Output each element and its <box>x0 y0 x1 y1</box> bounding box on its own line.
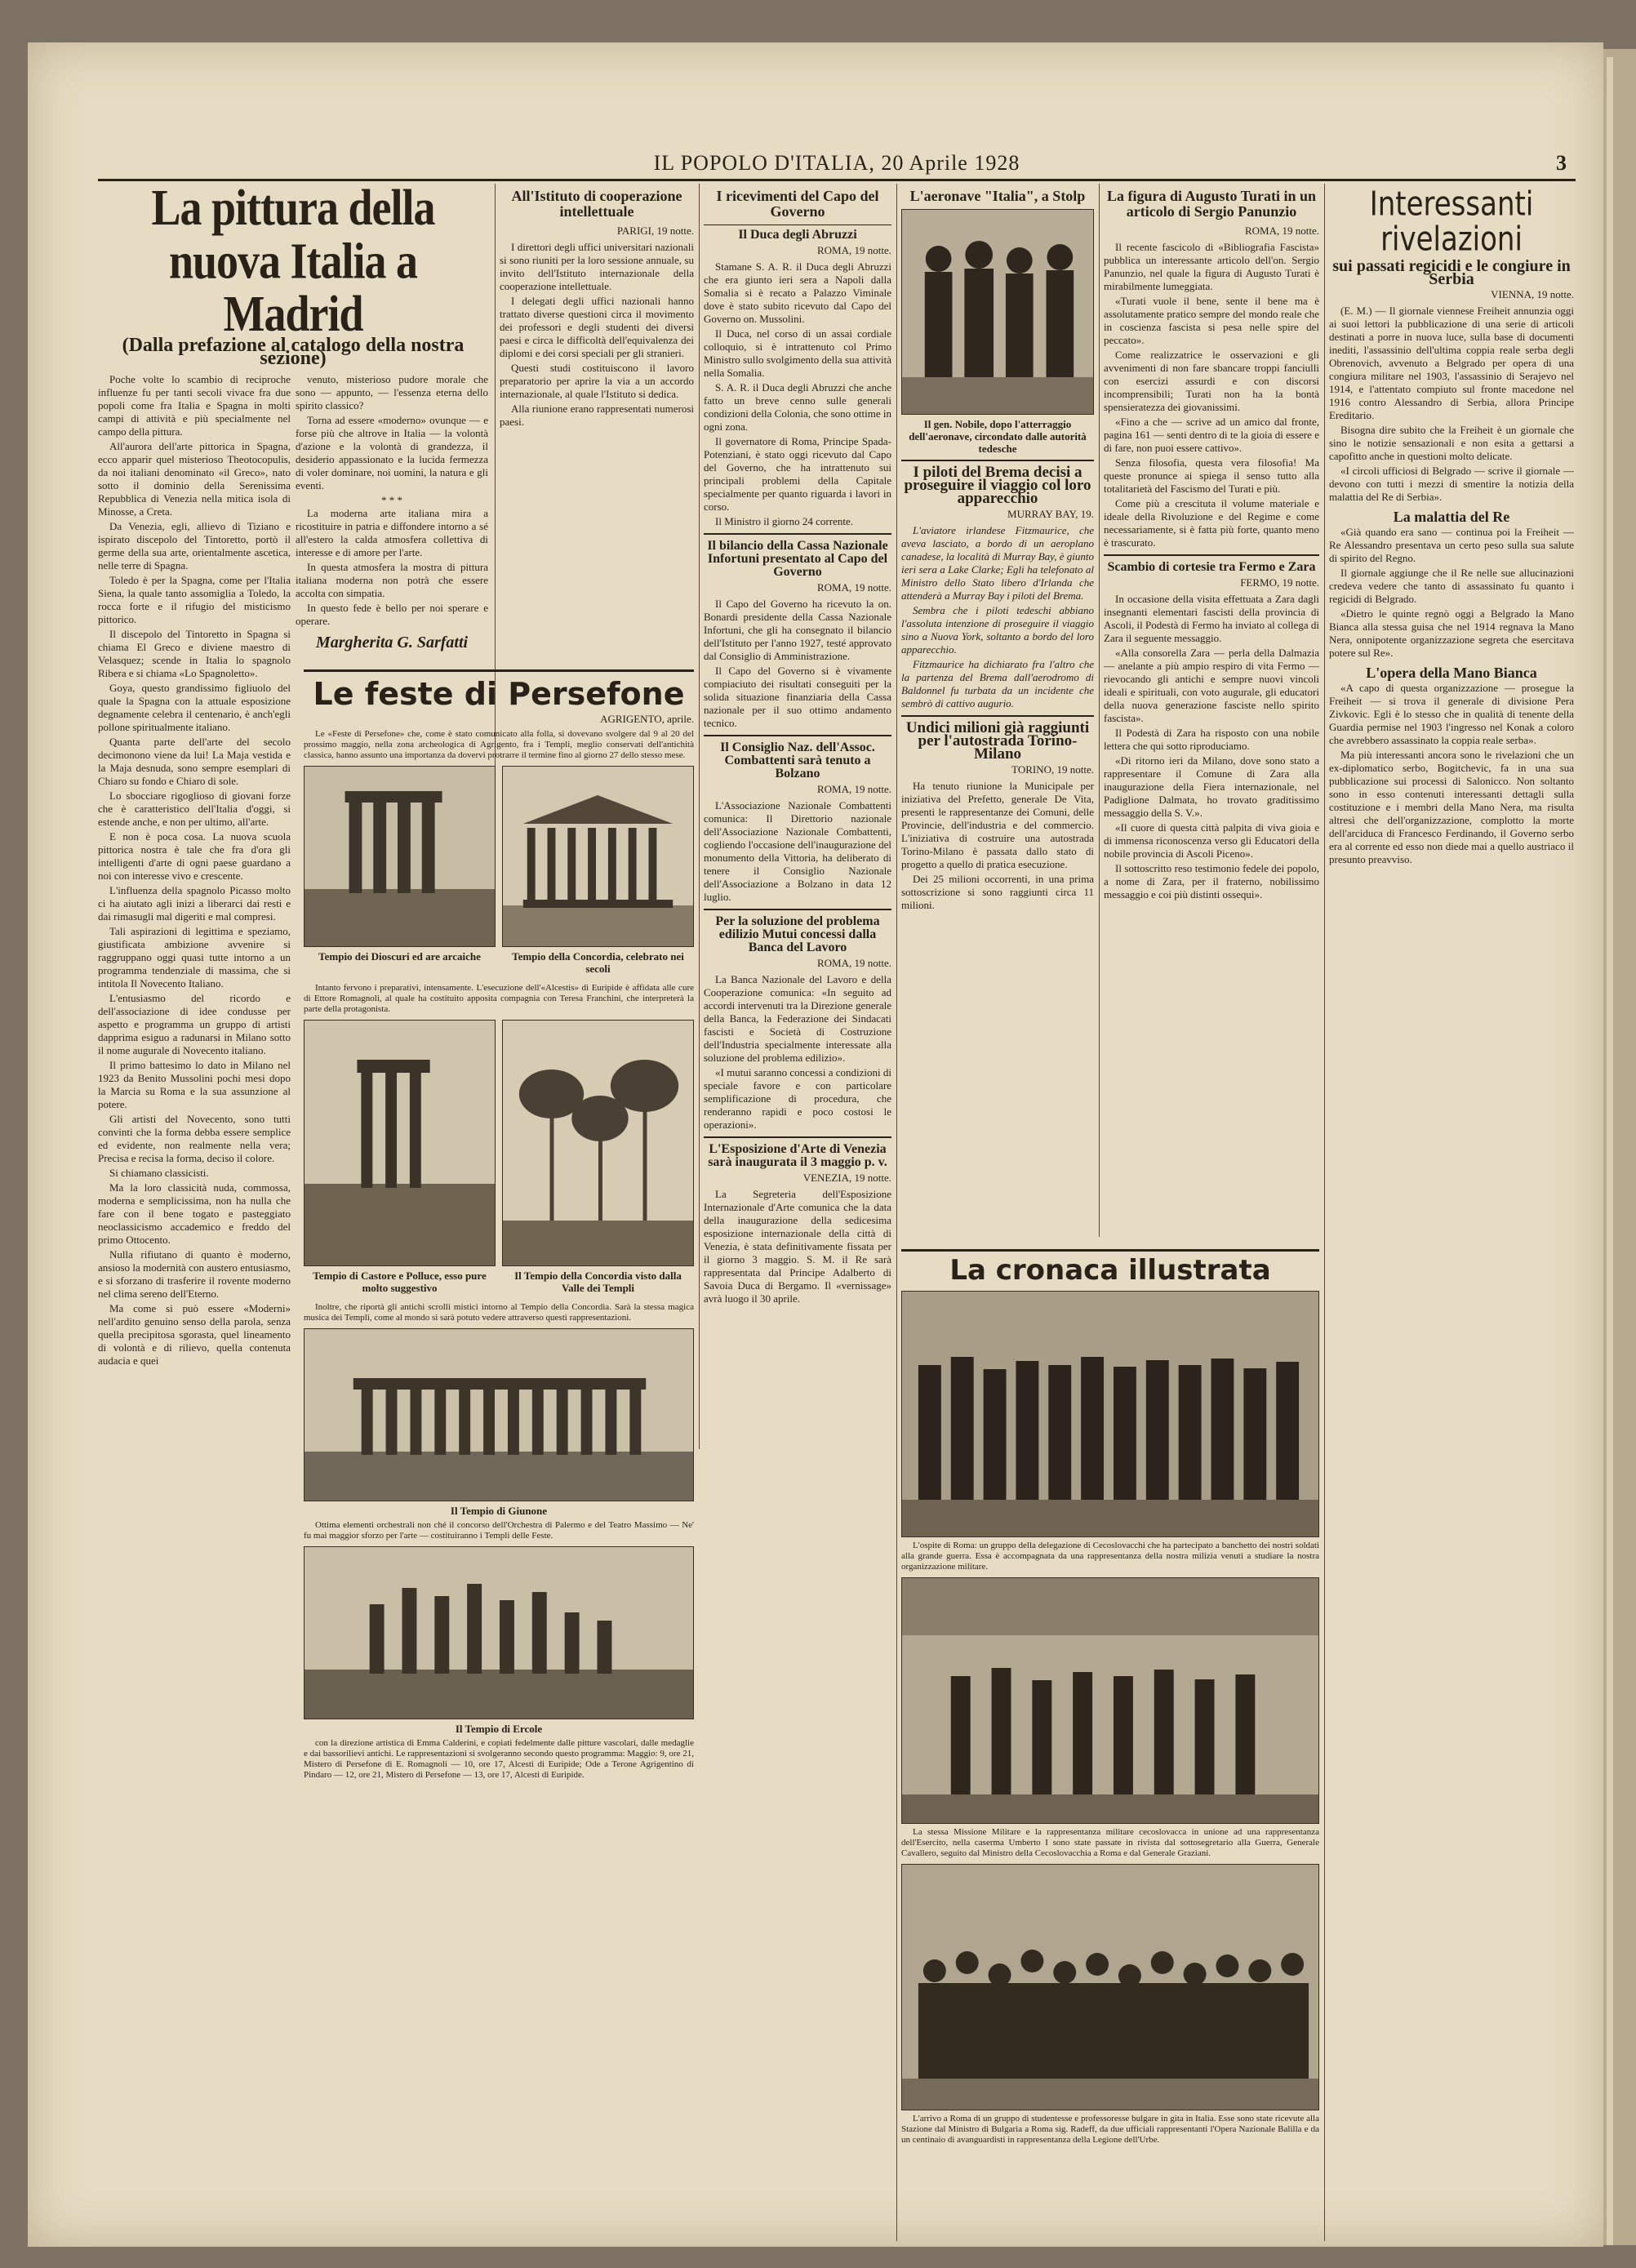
caption: Tempio dei Dioscuri ed are arcaiche <box>318 949 481 963</box>
paragraph: La moderna arte italiana mira a ricostituire in patria e diffondere intorno a sé all'estero la calda atmosfera collettiva di interesse e di amore per l'arte. <box>296 507 488 559</box>
headline-rivelazioni: Interessanti rivelazioni <box>1369 185 1534 260</box>
dateline: TORINO, 19 notte. <box>1011 763 1094 776</box>
paragraph: Bisogna dire subito che la Freiheit è un giornale che sino le notizie sensazionali e non esita a gettarsi a capofitto anche in questioni molto delicate. <box>1329 424 1574 463</box>
photo-tempio-concordia <box>502 766 694 947</box>
paragraph: Lo sbocciare rigoglioso di giovani forze che è caratteristico dell'Italia d'oggi, si estende anche, e non per ultimo, all'arte. <box>98 789 291 829</box>
paragraph: Alla riunione erano rappresentati numerosi paesi. <box>500 402 694 428</box>
caption: Il gen. Nobile, dopo l'atterraggio dell'aeronave, circondato dalle autorità tedesche <box>909 417 1087 455</box>
article-cooperazione <box>500 184 694 657</box>
paragraph: «Dietro le quinte regnò oggi a Belgrado la Mano Bianca alla stessa guisa che nel 1914 regnava la Mano Nera, onnipotente organizzazione segreta che esercitava potere sul Re». <box>1329 607 1574 660</box>
paragraph: L'entusiasmo del ricordo e dell'associazione di idee condusse per aspetto e programma un gruppo di artisti dapprima esiguo a radunarsi in Milano sotto il nome augurale di Novecento italiano. <box>98 992 291 1057</box>
photo-missione-militare <box>901 1577 1319 1824</box>
headline-aeronave: L'aeronave "Italia", a Stolp <box>909 188 1086 204</box>
subhead: Il bilancio della Cassa Nazionale Infortuni presentato al Capo del Governo <box>707 538 888 579</box>
separator <box>1104 554 1319 556</box>
photo-row-2 <box>304 1020 694 1297</box>
paragraph: Da Venezia, egli, allievo di Tiziano e ispirato discepolo del Tintoretto, portò il germe della sua arte, orientalmente ascetica, nelle terre di Spagna. <box>98 520 291 572</box>
page-stack-edge-light <box>1607 57 1613 2245</box>
paragraph: E non è poca cosa. La nuova scuola pittorica nostra è tale che fra d'ora gli intelligenti d'arte di ogni paese guardano a noi con interesse vivo e crescente. <box>98 830 291 883</box>
paragraph: Nulla rifiutano di quanto è moderno, ansioso la modernità con austero entusiasmo, e si sforzano di trasferire il rovente moderno nel clima sereno dell'Eterno. <box>98 1248 291 1301</box>
dateline: PARIGI, 19 notte. <box>616 224 694 237</box>
dateline: ROMA, 19 notte. <box>817 580 891 594</box>
paragraph: Il giornale aggiunge che il Re nelle sue allucinazioni credeva vedere che tanto di assassinato fu quanto i regicidi di Belgrado. <box>1329 567 1574 606</box>
masthead <box>98 151 1576 181</box>
paragraph: Ha tenuto riunione la Municipale per iniziativa del Prefetto, generale De Vita, presenti le rappresentanze dei Comuni, delle Provincie, dell'industria e del commercio. L'iniziativa di costruire una autostrada Torino-Milano è passata dallo stato di progetto a quello di pratica esecuzione. <box>901 779 1094 870</box>
paragraph: «Di ritorno ieri da Milano, dove sono stato a rappresentare il Comune di Zara alla inaugurazione della Fiera internazionale, nel Padiglione Dalmata, ho trovato graditissimo messaggio della S. V.». <box>1104 754 1319 819</box>
paragraph: I delegati degli uffici nazionali hanno trattato diverse questioni circa il movimento dei professori e degli studenti dei diversi paesi e circa le difficoltà dell'equivalenza dei diplomi e dei corsi speciali per gli stranieri. <box>500 294 694 359</box>
paragraph: «Il cuore di questa città palpita di viva gioia e di immensa riconoscenza verso gli Educatori della nobile provincia di Ascoli Piceno». <box>1104 820 1319 860</box>
dateline: ROMA, 19 notte. <box>817 782 891 795</box>
page-number: 3 <box>1556 151 1567 175</box>
paragraph: Il Ministro il giorno 24 corrente. <box>715 514 853 527</box>
caption: Il Tempio della Concordia visto dalla Valle dei Templi <box>514 1269 682 1294</box>
headline-feste: Le feste di Persefone <box>313 676 685 712</box>
article-rivelazioni <box>1329 184 1574 2245</box>
paragraph: Senza filosofia, questa vera filosofia! Ma queste pronunce ai spiega il senso tutto alla totalitarietà del Fascismo del Turati e più. <box>1104 456 1319 495</box>
paragraph: Il Podestà di Zara ha risposto con una nobile lettera che qui sotto riproduciamo. <box>1104 726 1319 752</box>
caption: Tempio della Concordia, celebrato nei secoli <box>512 949 684 975</box>
section-cronaca-illustrata <box>901 1249 1319 2252</box>
paragraph: Come realizzatrice le osservazioni e gli avvenimenti di non fare sbancare troppi fanciulli con esercizi assurdi e con discorsi incomprensibili; Turati non ha la bontà spensieratezza dei giovanissimi. <box>1104 348 1319 413</box>
subhead: L'opera della Mano Bianca <box>1366 665 1537 682</box>
photo-block <box>502 766 694 978</box>
column-rule <box>896 184 897 2241</box>
photo-gen-nobile <box>901 209 1094 415</box>
paragraph: In occasione della visita effettuata a Zara dagli insegnanti elementari fascisti della provincia di Ascoli, il Podestà di Fermo ha inviato al collega di Zara il seguente messaggio. <box>1104 592 1319 644</box>
paragraph: In questo fede è bello per noi sperare e operare. <box>296 602 488 628</box>
paragraph: (E. M.) — Il giornale viennese Freiheit annunzia oggi ai suoi lettori la pubblicazione di una serie di articoli destinati a porre in nuova luce, sulla base di documenti inediti, l'assassinio dell'ultima coppia reale serba degli Obrenovich, avvenuto a Belgrado per opera di una congiura militare nel 1903, l'assassinio di Serajevo nel 1914, e l'attentato compiuto sul fronte macedone nel 1916 contro Alessandro di Serbia, allora Principe Ereditario. <box>1329 305 1574 422</box>
article-ricevimenti <box>704 184 891 2245</box>
paragraph: Il discepolo del Tintoretto in Spagna si chiama El Greco e diviene maestro di Velasquez; scende in Italia lo spagnolo Ribera e si chiama «Lo Spagnoletto». <box>98 628 291 680</box>
subhead: sui passati regicidi e le congiure in Serbia <box>1332 257 1571 289</box>
paragraph: Toledo è per la Spagna, come per l'Italia Siena, la quale tanto assomiglia a Toledo, la rocca forte e il rifugio del misticismo pittorico. <box>98 574 291 626</box>
caption: Tempio di Castore e Polluce, esso pure molto suggestivo <box>313 1269 487 1294</box>
paragraph: Il primo battesimo lo dato in Milano nel 1923 da Benito Mussolini pochi mesi dopo la Marcia su Roma e la sua assunzione al potere. <box>98 1059 291 1111</box>
signature-sarfatti: Margherita G. Sarfatti <box>315 634 469 652</box>
separator <box>704 533 891 535</box>
photo-block <box>304 766 496 978</box>
caption: Il Tempio di Ercole <box>455 1722 543 1735</box>
paragraph: Ma più interessanti ancora sono le rivelazioni che un ex-diplomatico serbo, Bogitchevic, fa in una sua pubblicazione sui processi di Salonicco. Non soltanto sono in esso contenuti interessanti dettagli sulla costituzione e i membri della Mano Nera, ma risulta altresì che dell'organizzazione, complotto la morte dell'arciduca di Francesco Ferdinando, il Governo serbo era al corrente ed esso non diede mai a quello austriaco il presunto preavviso. <box>1329 749 1574 866</box>
headline-ricevimenti: I ricevimenti del Capo del Governo <box>716 188 879 220</box>
paragraph: Gli artisti del Novecento, sono tutti convinti che la forma debba essere semplice ed evidente, non realmente nella vera; Precisa e recisa la forma, deciso il colore. <box>98 1113 291 1165</box>
subhead: Undici milioni già raggiunti per l'autostrada Torino-Milano <box>905 718 1090 763</box>
dateline: VENEZIA, 19 notte. <box>802 1171 891 1184</box>
headline-pittura: La pittura della nuova Italia a Madrid <box>151 184 435 343</box>
pittura-text-left <box>98 373 291 1369</box>
headline-cronaca: La cronaca illustrata <box>949 1254 1271 1287</box>
article-turati <box>1104 184 1319 1241</box>
paragraph: Il Capo del Governo si è vivamente compiaciuto dei risultati conseguiti per la solida situazione finanziaria della Cassa nazionale per il suo ottimo andamento tecnico. <box>704 664 891 729</box>
paragraph: «Turati vuole il bene, sente il bene ma è assolutamente pratico sempre del mondo reale che in coscienza fascista si pesa nelle spire del peccato». <box>1104 294 1319 346</box>
photo-row-1 <box>304 766 694 978</box>
paragraph: Torna ad essere «moderno» ovunque — e forse più che altrove in Italia — la volontà d'azione e la volontà di grandezza, il desiderio appassionato e la lucida fermezza di voler dominare, noi uomini, la natura e gli eventi. <box>296 414 488 492</box>
subhead: La malattia del Re <box>1393 509 1510 526</box>
pittura-text-right <box>296 373 488 657</box>
separator <box>901 460 1094 461</box>
paragraph: Questi studi costituiscono il lavoro preparatorio per aprire la via a un accordo internazionale, al quale l'Istituto si dedica. <box>500 361 694 400</box>
paragraph: Si chiamano classicisti. <box>109 1167 209 1180</box>
bottom-text: con la direzione artistica di Emma Calderini, e copiati fedelmente dalle pitture vascolari, dalle medaglie e dai bassorilievi antichi. Le rappresentazioni si svolgeranno secondo questo programma: Maggio: 9, ore 21, Mistero di Persefone di E. Romagnoli — 10, ore 17, Alcesti di Euripide; Ode a Terone Agrigentino di Pindaro — 12, ore 21, Mistero di Persefone — 13, ore 17, Alcesti di Euripide. <box>304 1737 694 1780</box>
subhead: Scambio di cortesie tra Fermo e Zara <box>1107 559 1316 574</box>
paragraph: venuto, misterioso pudore morale che sono — appunto, — l'essenza eterna dello spirito classico? <box>296 373 488 412</box>
photo-studentesse-bulgare <box>901 1864 1319 2110</box>
paragraph: Il sottoscritto reso testimonio fedele dei popolo, a nome di Zara, per il fraterno, nobilissimo messaggio e coi più distinti ossequi». <box>1104 861 1319 901</box>
paragraph: La Segreteria dell'Esposizione Internazionale d'Arte comunica che la data della inaugurazione della sedicesima esposizione internazionale della città di Venezia, è stata definitivamente fissata per il giorno 3 maggio. S. M. il Re sarà rappresentata dal Principe Adalberto di Savoia Duca di Bergamo. Il «vernissage» avrà luogo il 30 aprile. <box>704 1187 891 1305</box>
paragraph: Dei 25 milioni occorrenti, in una prima sottoscrizione si sono raggiunti circa 11 milioni. <box>901 872 1094 911</box>
paragraph: «Fino a che — scrive ad un amico dal fronte, pagina 161 — senti dentro di te la gioia di essere e di fare, non puoi essere cattivo». <box>1104 415 1319 454</box>
paragraph: In questa atmosfera la mostra di pittura italiana moderna non potrà che essere accolta con simpatia. <box>296 561 488 600</box>
paragraph: S. A. R. il Duca degli Abruzzi che anche fatto un breve cenno sulle generali condizioni della Colonia, che sono ottime in ogni zona. <box>704 380 891 433</box>
paragraph: L'aviatore irlandese Fitzmaurice, che aveva lasciato, a bordo di un aeroplano canadese, la località di Murray Bay, è giunto ieri sera a Lake Clarke; Egli ha telefonato al Ministro dello Stato libero d'Irlanda che attenderà a Murray Bay i piloti del Brema. <box>901 523 1094 602</box>
photo-concordia-valle <box>502 1020 694 1266</box>
paragraph: «I mutui saranno concessi a condizioni di speciale favore e con particolare semplificazione di procedura, che renderanno rapidi e poco costosi le operazioni». <box>704 1065 891 1131</box>
paragraph: «Già quando era sano — continua poi la Freiheit — Re Alessandro presentava un certo peso sulla sua salute di spirito del Regno. <box>1329 526 1574 565</box>
caption: L'ospite di Roma: un gruppo della delegazione di Cecoslovacchi che ha partecipato a banchetto dei nostri soldati alla grande guerra. Essa è accompagnata da una rappresentanza della nostra milizia venuti a studiare la nostra organizzazione militare. <box>901 1540 1319 1572</box>
intro-text: Le «Feste di Persefone» che, come è stato comunicato alla folla, si dovevano svolgere dal 9 al 20 del prossimo maggio, nella zona archeologica di Agrigento, fra i Templi, meglio conservati dell'antichità classica, hanno assunto una importanza da dovervi protrarre il termine fino al giorno 27 dello stesso mese. <box>304 728 694 760</box>
mid-text: Ottima elementi orchestrali non ché il concorso dell'Orchestra di Palermo e del Teatro Massimo — Ne' fu mai maggior sforzo per l'arte — costituiranno i Templi delle Feste. <box>304 1519 694 1541</box>
separator <box>704 1136 891 1138</box>
dateline: ROMA, 19 notte. <box>817 243 891 256</box>
paragraph: Goya, questo grandissimo figliuolo del quale la Spagna con la attuale esposizione degnamente celebra il centenario, è anch'egli pollone spiritualmente italiano. <box>98 682 291 734</box>
subhead: Per la soluzione del problema edilizio Mutui concessi dalla Banca del Lavoro <box>715 914 880 954</box>
subhead: I piloti del Brema decisi a proseguire il viaggio col loro apparecchio <box>904 463 1091 507</box>
photo-delegazione-cecoslovacca <box>901 1291 1319 1537</box>
mid-text: Intanto fervono i preparativi, intensamente. L'esecuzione dell'«Alcestis» di Euripide è affidata alle cure di Ettore Romagnoli, al quale ha costituito apposita compagnia con Teresa Franchini, che interpreterà la parte della protagonista. <box>304 982 694 1014</box>
paragraph: Poche volte lo scambio di reciproche influenze fu per tanti secoli vivace fra due popoli come fra Italia e Spagna in molti campi di attività e più specialmente nel campo della pittura. <box>98 373 291 438</box>
headline-turati: La figura di Augusto Turati in un articolo di Sergio Panunzio <box>1106 188 1317 220</box>
photo-castore-polluce <box>304 1020 496 1266</box>
subhead: L'Esposizione d'Arte di Venezia sarà inaugurata il 3 maggio p. v. <box>708 1141 887 1169</box>
dateline: ROMA, 19 notte. <box>817 956 891 969</box>
paragraph: I direttori degli uffici universitari nazionali si sono riuniti per la loro sessione annuale, su invito dell'Istituto internazionale della cooperazione intellettuale. <box>500 240 694 292</box>
paragraph: Ma la loro classicità nuda, commossa, moderna e semplicissima, non ha nulla che fare con il bene togato e pasteggiato neoclassicismo accademico e freddo del primo Ottocento. <box>98 1181 291 1247</box>
photo-tempio-ercole <box>304 1546 694 1719</box>
subhead-pittura: (Dalla prefazione al catalogo della nostra sezione) <box>122 335 465 370</box>
column-rule <box>699 184 700 1449</box>
paragraph: Ma come si può essere «Moderni» nell'ardito genuino senso della parola, senza quella precipitosa sgorasta, quel lineamento di volontà e di rilievo, quella contenuta audacia e quei <box>98 1302 291 1367</box>
article-feste-persefone <box>304 669 694 2252</box>
dateline: VIENNA, 19 notte. <box>1491 288 1574 301</box>
paragraph: Sembra che i piloti tedeschi abbiano l'assoluta intenzione di proseguire il viaggio sino a Nuova York, soltanto a bordo del loro apparecchio. <box>901 603 1094 656</box>
subhead: Il Duca degli Abruzzi <box>738 227 857 242</box>
dateline: MURRAY BAY, 19. <box>1007 507 1094 520</box>
headline-cooperazione: All'Istituto di cooperazione intellettuale <box>511 188 682 220</box>
photo-tempio-giunone <box>304 1328 694 1501</box>
photo-block <box>502 1020 694 1297</box>
paragraph: Il Capo del Governo ha ricevuto la on. Bonardi presidente della Cassa Nazionale Infortuni, che gli ha consegnato il bilancio dell'Istituto per l'anno 1927, testé approvato dal Consiglio di Amministrazione. <box>704 597 891 662</box>
paragraph: Il governatore di Roma, Principe Spada-Potenziani, è stato oggi ricevuto dal Capo del Governo, che ha intrattenuto sui principali problemi della Capitale specialmente per quanto riguarda i lavori in corso. <box>704 434 891 513</box>
dateline: AGRIGENTO, aprile. <box>600 712 694 725</box>
paragraph: Tali aspirazioni di legittima e speziamo, giustificata ambizione avvenire si raggruppano oggi quasi tutte intorno a un programma tendenziale di massima, che si intitola Il Novecento Italiano. <box>98 925 291 990</box>
caption: Il Tempio di Giunone <box>450 1504 548 1517</box>
subhead: Il Consiglio Naz. dell'Assoc. Combattenti sarà tenuto a Bolzano <box>720 740 875 780</box>
paragraph: Fitzmaurice ha dichiarato fra l'altro che la partenza del Brema dall'aerodromo di Baldonnel fu turbata da un incidente che sembrò di cattivo augurio. <box>901 657 1094 709</box>
paragraph: Il recente fascicolo di «Bibliografia Fascista» pubblica un interessante articolo dell'on. Sergio Panunzio, nel quale la figura di Augusto Turati è mirabilmente lumeggiata. <box>1104 240 1319 292</box>
paragraph: L'Associazione Nazionale Combattenti comunica: Il Direttorio nazionale dell'Associazione Nazionale Combattenti, cogliendo l'occasione dell'inaugurazione del monumento della Vittoria, ha deliberato di tenere il Consiglio Nazionale dell'Associazione a Bolzano in data 12 luglio. <box>704 798 891 903</box>
photo-tempio-dioscuri <box>304 766 496 947</box>
column-rule <box>1099 184 1100 1237</box>
photo-block <box>304 1020 496 1297</box>
paragraph: Stamane S. A. R. il Duca degli Abruzzi che era giunto ieri sera a Napoli dalla Somalia si è recato a Palazzo Viminale dove è stato subito ricevuto dal Capo del Governo on. Mussolini. <box>704 260 891 325</box>
paragraph: «I circoli ufficiosi di Belgrado — scrive il giornale — devono con tutti i mezzi di smentire la notizia della malattia del Re di Serbia». <box>1329 465 1574 504</box>
caption: L'arrivo a Roma di un gruppo di studentesse e professoresse bulgare in gita in Italia. Esse sono state ricevute alla Stazione dal Ministro di Bulgaria a Roma sig. Radeff, da due ufficiali rappresentanti l'Opera Nazionale Balilla e da un centinaio di avanguardisti in rappresentanza della Legione dell'Urbe. <box>901 2113 1319 2145</box>
dateline: ROMA, 19 notte. <box>1245 224 1319 237</box>
dateline: FERMO, 19 notte. <box>1240 576 1319 589</box>
paragraph: «Alla consorella Zara — perla della Dalmazia — anelante a più ampio respiro di vita Fermo — rievocando gli antichi e sempre nuovi vincoli ideali e spirituali, con voto augurale, gli educatori della nuova generazione fasciste nello spirito fascista». <box>1104 646 1319 724</box>
article-aeronave <box>901 184 1094 1241</box>
separator <box>704 909 891 910</box>
paragraph: Il Duca, nel corso di un assai cordiale colloquio, si è intrattenuto col Primo Ministro sullo svolgimento della sua attività nella Somalia. <box>704 327 891 379</box>
separator <box>901 715 1094 717</box>
paragraph: «A capo di questa organizzazione — prosegue la Freiheit — si trova il generale di divisione Pera Zivkovic. Egli è lo stesso che in qualità di tenente della Guardia permise nel 1903 l'ingresso nel Konak a coloro che avrebbero assassinato la coppia reale serba». <box>1329 682 1574 747</box>
caption: La stessa Missione Militare e la rappresentanza militare cecoslovacca in unione ad una rappresentanza dell'Esercito, nella caserma Umberto I sono state passate in rivista dal sottosegretario alla Guerra, Generale Cavallero, seguito dal Ministro della Cecoslovacchia a Roma e dal Generale Graziani. <box>901 1826 1319 1858</box>
paragraph: L'influenza della spagnolo Picasso molto ci ha aiutato agli inizi a liberarci dai resti e dai rimasugli mal digeriti e mal compresi. <box>98 884 291 923</box>
paragraph: Come più a crescituta il volume materiale e ideale della Rivoluzione e del Regime e come necessariamente, si è fatta più forte, quanto meno è trascurato. <box>1104 496 1319 549</box>
paragraph: La Banca Nazionale del Lavoro e della Cooperazione comunica: «In seguito ad accordi intervenuti tra la Direzione generale della Banca, la Federazione dei Sindacati fascisti e Società di Costruzione dell'Industria specialmente interessate alla soluzione del problema edilizio». <box>704 972 891 1064</box>
masthead-title: IL POPOLO D'ITALIA, 20 Aprile 1928 <box>653 151 1020 175</box>
separator <box>704 735 891 736</box>
asterisks: * * * <box>381 494 402 507</box>
column-rule <box>1324 184 1325 2241</box>
paragraph: Quanta parte dell'arte del secolo decimonono viene da lui! La Maja vestida e la Maja desnuda, sono sempre esemplari di Chiaro su fondo e Chiaro di sole. <box>98 736 291 788</box>
mid-text: Inoltre, che riportà gli antichi scrolli mistici intorno al Tempio della Concordia. Sarà la stessa magica musica dei Templi, come al mondo si sarà potuto vedere attraverso questi rappresentazioni. <box>304 1301 694 1323</box>
paragraph: All'aurora dell'arte pittorica in Spagna, ecco apparir quel misterioso Theotocopulis, da noi italiani denominato «il Greco», nato sotto il dominio della Serenissima Repubblica di Venezia nella mitica isola di Minosse, a Creta. <box>98 440 291 518</box>
